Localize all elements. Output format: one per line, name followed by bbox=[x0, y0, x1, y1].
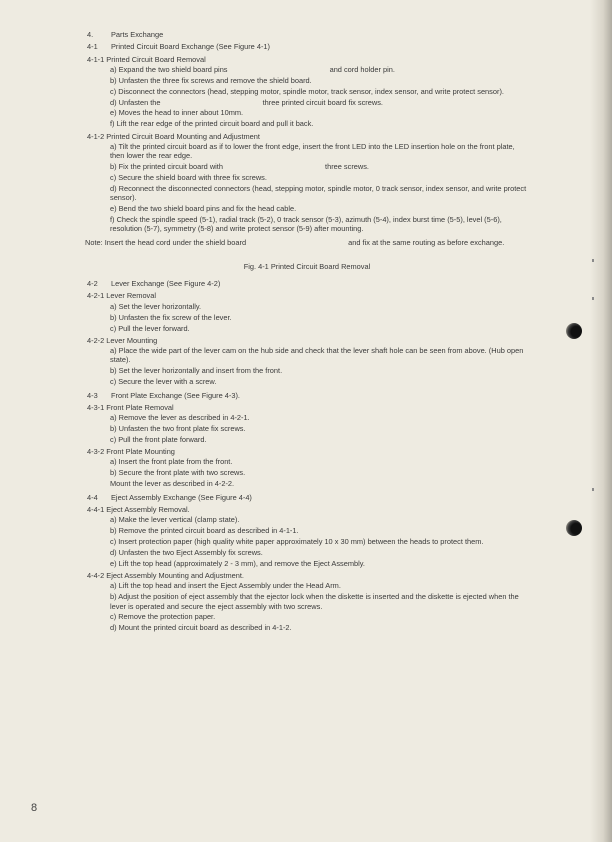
list-item: d) Mount the printed circuit board as described in 4-1-2. bbox=[110, 623, 292, 633]
section-title: Parts Exchange bbox=[111, 30, 164, 39]
subsection-title: 4-4-2 Eject Assembly Mounting and Adjustment. bbox=[87, 571, 244, 581]
list-item: d) Unfasten the two Eject Assembly fix screws. bbox=[110, 547, 263, 557]
section-heading-4-2 bbox=[87, 279, 527, 288]
list-item: a) Set the lever horizontally. bbox=[110, 301, 202, 311]
list-item: a) Insert the front plate from the front. bbox=[110, 457, 233, 467]
subsection-title: 4-1-1 Printed Circuit Board Removal bbox=[87, 54, 206, 64]
subsection-title: 4-4-1 Eject Assembly Removal. bbox=[87, 504, 190, 514]
list-item: b) Unfasten the fix screw of the lever. bbox=[110, 312, 232, 322]
subsection-title: 4-2-1 Lever Removal bbox=[87, 291, 157, 301]
binder-hole-bottom bbox=[566, 520, 582, 536]
binder-hole-top bbox=[566, 323, 582, 339]
list-item: e) Lift the top head (approximately 2 - 3 mm), and remove the Eject Assembly. bbox=[110, 558, 365, 568]
section-number: 4-4 bbox=[87, 492, 98, 502]
list-item: b) Unfasten the two front plate fix screws. bbox=[110, 424, 246, 433]
subsection-title: 4-3-2 Front Plate Mounting bbox=[87, 447, 175, 457]
page-speck bbox=[592, 259, 594, 262]
list-item: a) Place the wide part of the lever cam on the hub side and check that the lever shaft hole can be seen from above. (Hub open state). bbox=[110, 346, 524, 365]
subsection-4-4-2 bbox=[87, 571, 527, 633]
section-title: Lever Exchange (See Figure 4-2) bbox=[111, 279, 221, 289]
list-item: e) Moves the head to inner about 10mm. bbox=[110, 108, 244, 118]
list-item: f) Lift the rear edge of the printed circuit board and pull it back. bbox=[110, 119, 314, 129]
document-body bbox=[87, 30, 527, 636]
section-number: 4-2 bbox=[87, 279, 98, 289]
list-item: c) Pull the lever forward. bbox=[110, 323, 190, 333]
list-item: a) Expand the two shield board pins and cord holder pin. bbox=[110, 64, 395, 74]
list-item: e) Bend the two shield board pins and fix the head cable. bbox=[110, 204, 297, 214]
list-item: d) Reconnect the disconnected connectors (head, stepping motor, spindle motor, 0 track sensor, index sensor, and write protect sensor). bbox=[110, 183, 527, 203]
page-edge-shadow bbox=[590, 0, 612, 842]
section-title: Printed Circuit Board Exchange (See Figure 4-1) bbox=[111, 42, 270, 52]
figure-caption: Fig. 4-1 Printed Circuit Board Removal bbox=[243, 261, 371, 271]
subsection-4-2-1 bbox=[87, 291, 527, 332]
section-number: 4-1 bbox=[87, 42, 98, 52]
list-item: Mount the lever as described in 4-2-2. bbox=[110, 479, 235, 489]
subsection-4-4-1 bbox=[87, 505, 527, 568]
list-item: c) Secure the shield board with three fix screws. bbox=[110, 173, 267, 183]
list-item: b) Unfasten the three fix screws and remove the shield board. bbox=[110, 75, 312, 85]
section-title: Eject Assembly Exchange (See Figure 4-4) bbox=[111, 492, 252, 502]
section-heading-4 bbox=[87, 30, 527, 39]
subsection-title: 4-3-1 Front Plate Removal bbox=[87, 402, 174, 412]
list-item: c) Remove the protection paper. bbox=[110, 612, 216, 622]
list-item: b) Remove the printed circuit board as described in 4-1-1. bbox=[110, 526, 299, 536]
list-item: d) Unfasten the three printed circuit board fix screws. bbox=[110, 97, 383, 107]
section-heading-4-1 bbox=[87, 42, 527, 51]
subsection-4-1-1 bbox=[87, 55, 527, 129]
list-item: a) Lift the top head and insert the Eject Assembly under the Head Arm. bbox=[110, 581, 341, 591]
list-item: c) Insert protection paper (high quality white paper approximately 10 x 30 mm) between the heads to protect them. bbox=[110, 536, 484, 546]
section-number: 4-3 bbox=[87, 390, 98, 400]
list-item: a) Remove the lever as described in 4-2-1. bbox=[110, 413, 250, 423]
list-item: b) Secure the front plate with two screws. bbox=[110, 468, 246, 478]
section-title: Front Plate Exchange (See Figure 4-3). bbox=[111, 390, 240, 400]
subsection-title: 4-2-2 Lever Mounting bbox=[87, 335, 158, 345]
list-item: c) Secure the lever with a screw. bbox=[110, 377, 217, 387]
section-heading-4-3 bbox=[87, 391, 527, 400]
page-speck bbox=[592, 488, 594, 491]
subsection-4-3-1 bbox=[87, 403, 527, 444]
note: Note: Insert the head cord under the shield board and fix at the same routing as before exchange. bbox=[85, 237, 505, 247]
subsection-4-1-2 bbox=[87, 132, 527, 234]
list-item: b) Adjust the position of eject assembly that the ejector lock when the diskette is inserted and the diskette is ejected when the lever is operated and secure the eject assembly with two screws. bbox=[110, 592, 519, 611]
section-number: 4. bbox=[87, 30, 94, 39]
subsection-4-3-2 bbox=[87, 447, 527, 488]
page-speck bbox=[592, 297, 594, 300]
page-number: 8 bbox=[31, 802, 38, 814]
section-heading-4-4 bbox=[87, 493, 527, 502]
list-item: c) Disconnect the connectors (head, stepping motor, spindle motor, track sensor, index sensor, and write protect sensor). bbox=[110, 86, 504, 96]
list-item: f) Check the spindle speed (5-1), radial track (5-2), 0 track sensor (5-3), azimuth (5-4), index burst time (5-5), level (5-6), resolution (5-7), symmetry (5-8) and write protect sensor (5-9) after mounting. bbox=[110, 214, 502, 234]
list-item: a) Tilt the printed circuit board as if to lower the front edge, insert the front LED into the LED insertion hole on the front plate, then lower the rear edge. bbox=[110, 141, 515, 161]
list-item: a) Make the lever vertical (clamp state). bbox=[110, 515, 240, 525]
list-item: c) Pull the front plate forward. bbox=[110, 434, 207, 444]
subsection-title: 4-1-2 Printed Circuit Board Mounting and Adjustment bbox=[87, 131, 260, 141]
subsection-4-2-2 bbox=[87, 336, 527, 387]
list-item: b) Fix the printed circuit board with three screws. bbox=[110, 162, 369, 172]
list-item: b) Set the lever horizontally and insert from the front. bbox=[110, 366, 283, 376]
